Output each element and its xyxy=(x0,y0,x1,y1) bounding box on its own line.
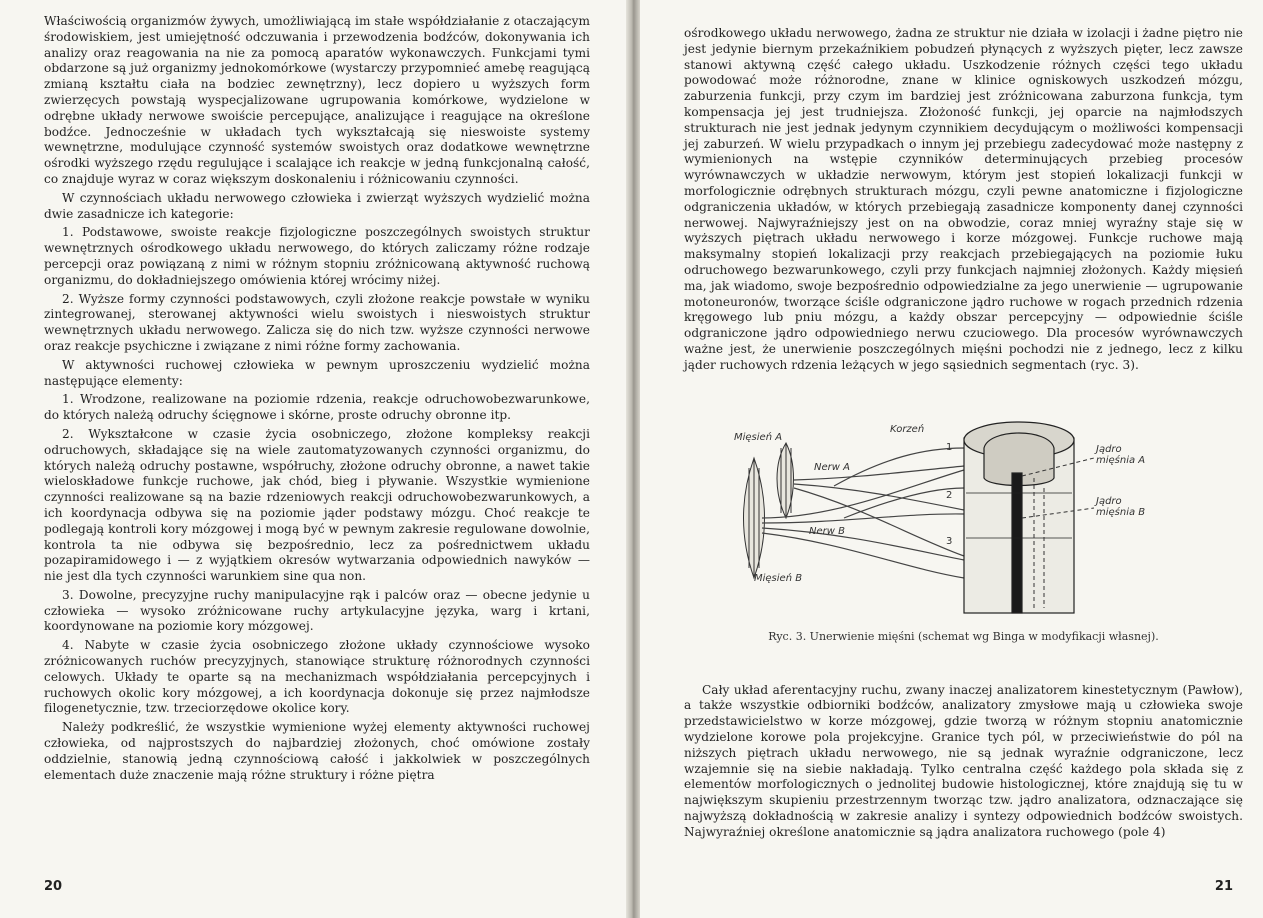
paragraph: 3. Dowolne, precyzyjne ruchy manipulacyjne rąk i palców oraz — obecne jedynie u człowieka — wysoko zróżnicowane ruchy artykulacyjne języka, warg i krtani, koordynowane na poziomie kory mózgowej. xyxy=(44,587,590,634)
paragraph: ośrodkowego układu nerwowego, żadna ze struktur nie działa w izolacji i żadne piętro nie jest jedynie biernym przekaźnikiem pobudzeń płynących z wyższych pięter, lecz zawsze stanowi aktywną część całego układu. Uszkodzenie różnych części tego układu powodować może różnorodne, znane w klinice ogniskowych uszkodzeń mózgu, zaburzenia funkcji, przy czym im bardziej jest zróżnicowana zaburzona funkcja, tym kompensacja jej jest trudniejsza. Złożoność funkcji, jej oparcie na najmłodszych strukturach nie jest jednak jedynym czynnikiem decydującym o możliwości kompensacji jej zaburzeń. W wielu przypadkach o innym jej przebiegu zadecydować może następny z wymienionych na wstępie czynników determinujących przebieg procesów wyrównawczych w układzie nerwowym, którym jest stopień lokalizacji funkcji w morfologicznie odrębnych strukturach mózgu, czyli pewne anatomiczne i fizjologiczne odgraniczenia układów, w których przebiegają zasadnicze komponenty danej czynności nerwowej. Najwyraźniejszy jest on na obwodzie, coraz mniej wyraźny staje się w wyższych piętrach układu nerwowego i korze mózgowej. Funkcje ruchowe mają maksymalny stopień lokalizacji przy reakcjach przebiegających na poziomie łuku odruchowego bezwarunkowego, czyli przy funkcjach najmniej złożonych. Każdy mięsień ma, jak wiadomo, swoje bezpośrednio odpowiedzialne za jego unerwienie — ugrupowanie motoneuronów, tworzące ściśle odgraniczone jądro ruchowe w rogach przednich rdzenia kręgowego lub pniu mózgu, a każdy obszar percepcyjny — odpowiednie ściśle odgraniczone jądro odpowiedniego nerwu czuciowego. Dla procesów wyrównawczych ważne jest, że unerwienie poszczególnych mięśni pochodzi nie z jednego, lecz z kilku jąder ruchowych rdzenia leżących w jego sąsiednich segmentach (ryc. 3). xyxy=(684,26,1243,372)
paragraph: 2. Wyższe formy czynności podstawowych, czyli złożone reakcje powstałe w wyniku zintegrowanej, sterowanej aktywności wielu swoistych i nieswoistych struktur wewnętrznych układu nerwowego. Zalicza się do nich tzw. wyższe czynności nerwowe oraz reakcje psychiczne i związane z nimi różne formy zachowania. xyxy=(44,291,590,353)
paragraph: 2. Wykształcone w czasie życia osobniczego, złożone kompleksy reakcji odruchowych, składające się na wiele zautomatyzowanych czynności organizmu, do których należą odruchy postawne, współruchy, złożone odruchy obronne, a nawet takie wieloskładowe funkcje ruchowe, jak chód, bieg i pływanie. Wszystkie wymienione czynności realizowane są na bazie rdzeniowych reakcji odruchowobezwarunkowych, a ich koordynacja odbywa się na poziomie jąder podstawy mózgu. Choć reakcje te podlegają kontroli kory mózgowej i mogą być w pewnym zakresie regulowane dowolnie, kontrola ta nie odbywa się bezpośrednio, lecz za pośrednictwem układu pozapiramidowego i — z wyjątkiem okresów wytwarzania odpowiednich nawyków — nie jest dla tych czynności warunkiem sine qua non. xyxy=(44,426,590,584)
label-muscle-a: Mięsień A xyxy=(734,431,783,443)
page-number-left: 20 xyxy=(44,879,63,894)
right-page-text-bottom xyxy=(684,683,1243,841)
paragraph: W aktywności ruchowej człowieka w pewnym uproszczeniu wydzielić można następujące elementy: xyxy=(44,357,590,388)
label-muscle-b: Mięsień B xyxy=(754,572,803,584)
right-page-text-top xyxy=(684,26,1243,374)
paragraph: 1. Podstawowe, swoiste reakcje fizjologiczne poszczególnych swoistych struktur wewnętrznych ośrodkowego układu nerwowego, do których zaliczamy różne rodzaje percepcji oraz powiązaną z nimi w różnym stopniu zróżnicowaną aktywność ruchową organizmu, do dokładniejszego omówienia której wrócimy niżej. xyxy=(44,225,590,287)
figure-innervation-diagram xyxy=(734,418,1254,618)
left-page xyxy=(0,0,628,918)
spinal-cord xyxy=(964,422,1074,613)
muscle-b-shape xyxy=(744,458,765,578)
label-nucleus-b: Jądro mięśnia B xyxy=(1096,495,1146,518)
paragraph: Cały układ aferentacyjny ruchu, zwany inaczej analizatorem kinestetycznym (Pawłow), a także wszystkie odbiorniki bodźców, analizatory zmysłowe mają u człowieka swoje przedstawicielstwo w korze mózgowej, gdzie tworzą w różnym stopniu anatomicznie wydzielone korowe pola projekcyjne. Granice tych pól, w przeciwieństwie do pól na niższych piętrach układu nerwowego, nie są jednak wyraźnie odgraniczone, lecz wzajemnie się na siebie nakładają. Tylko centralna część każdego pola składa się z elementów morfologicznych o jednolitej budowie histologicznej, które znajdują się tu w największym skupieniu przestrzennym tworząc tzw. jądro analizatora, odznaczające się najwyższą dokładnością w zakresie analizy i syntezy odpowiednich bodźców swoistych. Najwyraźniej określone anatomicznie są jądra analizatora ruchowego (pole 4) xyxy=(684,682,1243,839)
label-nerve-a: Nerw A xyxy=(814,461,850,473)
innervation-svg xyxy=(734,418,1254,618)
paragraph: Właściwością organizmów żywych, umożliwiającą im stałe współdziałanie z otaczającym środowiskiem, jest umiejętność odczuwania i przewodzenia bodźców, dokonywania ich analizy oraz reagowania na nie za pomocą aparatów wykonawczych. Funkcjami tymi obdarzone są już organizmy jednokomórkowe (wystarczy przypomnieć amebę reagującą zmianą kształtu ciała na bodziec zewnętrzny), lecz dopiero u wyższych form zwierzęcych powstają wyspecjalizowane ugrupowania komórkowe, wydzielone w odrębne układy nerwowe swoiście percepujące, analizujące i reagujące na określone bodźce. Jednocześnie w układach tych wykształcają się nieswoiste systemy wewnętrzne, modulujące czynność systemów swoistych oraz dodatkowe wewnętrzne ośrodki wyższego rzędu regulujące i scalające ich reakcje w jedną funkcjonalną całość, co znajduje wyraz w coraz większym doskonaleniu i różnicowaniu czynności. xyxy=(44,14,590,186)
label-nucleus-a: Jądro mięśnia A xyxy=(1096,443,1146,466)
label-root: Korzeń xyxy=(890,423,925,435)
muscle-a-shape xyxy=(777,443,794,518)
label-segment-1: 1 xyxy=(946,441,953,453)
right-page xyxy=(628,0,1263,918)
label-nerve-b: Nerw B xyxy=(809,525,845,537)
page-number-right: 21 xyxy=(1214,879,1233,894)
paragraph: Należy podkreślić, że wszystkie wymienione wyżej elementy aktywności ruchowej człowieka, od najprostszych do najbardziej złożonych, choć omówione zostały oddzielnie, stanowią jedną czynnościową całość i jakkolwiek w poszczególnych elementach duże znaczenie mają różne struktury i różne piętra xyxy=(44,720,590,782)
label-segment-2: 2 xyxy=(946,489,953,501)
label-segment-3: 3 xyxy=(946,535,953,547)
paragraph: W czynnościach układu nerwowego człowieka i zwierząt wyższych wydzielić można dwie zasadnicze ich kategorie: xyxy=(44,190,590,221)
left-page-text xyxy=(44,14,590,783)
figure-caption: Ryc. 3. Unerwienie mięśni (schemat wg Binga w modyfikacji własnej). xyxy=(768,629,1159,643)
paragraph: 4. Nabyte w czasie życia osobniczego złożone układy czynnościowe wysoko zróżnicowanych ruchów precyzyjnych, stanowiące strukturę różnorodnych czynności celowych. Układy te oparte są na mechanizmach współdziałania percepcyjnych i ruchowych okolic kory mózgowej, a ich koordynacja dokonuje się przez najmłodsze filogenetycznie, tzw. trzeciorzędowe okolice kory. xyxy=(44,638,590,716)
paragraph: 1. Wrodzone, realizowane na poziomie rdzenia, reakcje odruchowobezwarunkowe, do których należą odruchy ścięgnowe i skórne, proste odruchy obronne itp. xyxy=(44,392,590,423)
